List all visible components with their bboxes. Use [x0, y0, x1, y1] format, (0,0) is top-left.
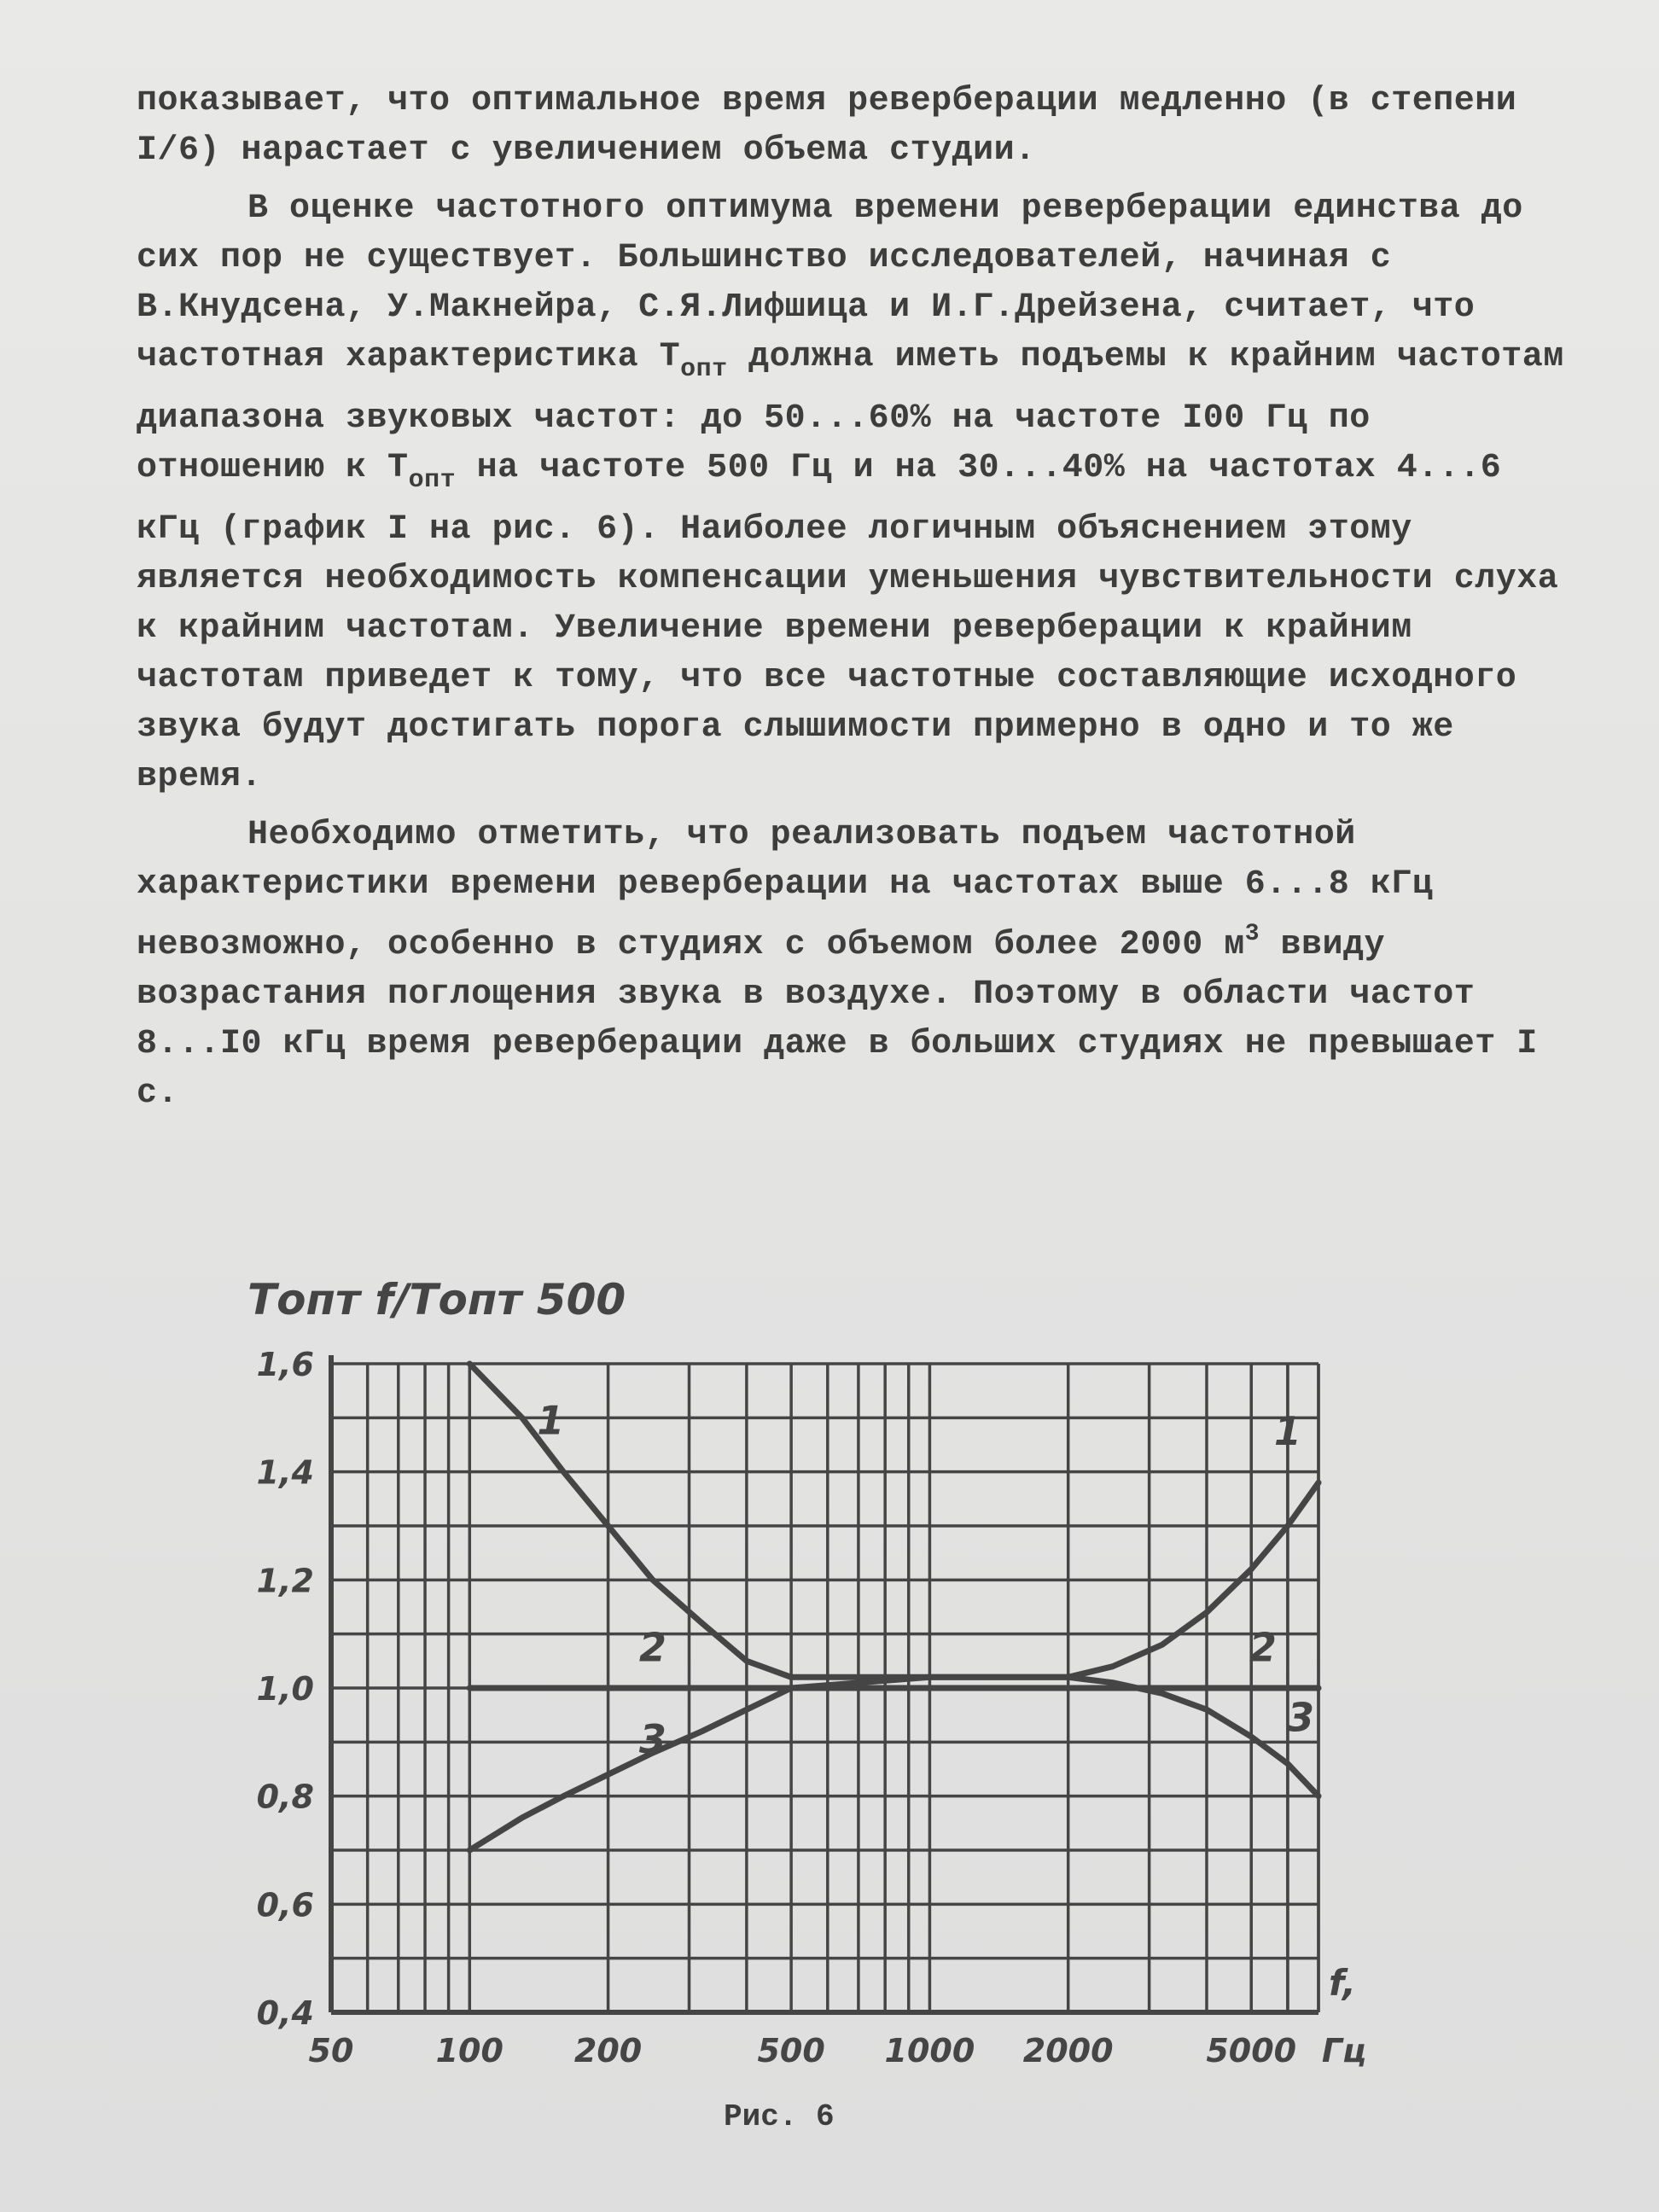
figure-caption: Рис. 6	[724, 2099, 835, 2134]
series-3-label: 3	[638, 1716, 667, 1762]
y-tick-label: 0,4	[256, 1994, 314, 2032]
x-tick-label: 1000	[884, 2032, 975, 2069]
paragraph-3-pre: Необходимо отметить, что реализовать подъем частотной характеристики времени реверберации на частотах выше 6...8 кГц невозможно, особенно в студиях с объемом более 2000 м	[137, 816, 1434, 964]
paragraph-2-post: на частоте 500 Гц и на 30...40% на частотах 4...6 кГц (график I на рис. 6). Наиболее логичным объяснением этому является необходимость компенсации уменьшения чувствительности слуха к крайним частотам. Увеличение времени реверберации к крайним частотам приведет к тому, что все частотные составляющие исходного звука будут достигать порога слышимости примерно в одно и то же время.	[137, 449, 1559, 796]
series-1-label: 1	[537, 1397, 565, 1444]
x-tick-label: 500	[757, 2032, 825, 2069]
x-unit-label: Гц	[1321, 2032, 1367, 2069]
series-1-label: 1	[1273, 1408, 1301, 1454]
y-axis-label: Tопт f/Tопт 500	[247, 1275, 626, 1324]
series-3-label: 3	[1287, 1694, 1315, 1741]
t-opt-subscript-2: опт	[408, 466, 457, 495]
paragraph-3-post: ввиду возрастания поглощения звука в воздухе. Поэтому в области частот 8...I0 кГц время реверберации даже в больших студиях не превышает I с.	[137, 926, 1538, 1113]
x-axis-label: f,	[1329, 1962, 1356, 2004]
series-3-line	[469, 1677, 1318, 1850]
y-tick-label: 0,6	[256, 1886, 314, 1924]
series-1-line	[469, 1364, 1318, 1677]
x-tick-label: 2000	[1022, 2032, 1114, 2069]
y-tick-label: 1,0	[256, 1670, 314, 1708]
x-tick-label: 100	[435, 2032, 504, 2069]
y-tick-label: 1,6	[256, 1346, 314, 1383]
cubic-superscript: 3	[1244, 921, 1260, 947]
series-2-label: 2	[638, 1624, 667, 1671]
x-tick-label: 5000	[1206, 2032, 1297, 2069]
paragraph-2-mid: должна иметь подъемы к крайним частотам диапазона звуковых частот: до 50...60% на частоте I00 Гц по отношению к Т	[137, 338, 1564, 487]
y-tick-label: 0,8	[256, 1778, 314, 1816]
t-opt-subscript: опт	[680, 355, 728, 384]
x-tick-label: 50	[308, 2032, 354, 2069]
paragraph-1-text: показывает, что оптимальное время реверберации медленно (в степени I/6) нарастает с увеличением объема студии.	[137, 82, 1517, 170]
x-tick-label: 200	[573, 2032, 643, 2069]
y-tick-label: 1,4	[256, 1453, 314, 1492]
paragraph-2-pre: В оценке частотного оптимума времени реверберации единства до сих пор не существует. Большинство исследователей, начиная с В.Кнудсена, У.Макнейра, С.Я.Лифшица и И.Г.Дрейзена, считает, что частотная характеристика Т	[137, 189, 1523, 376]
y-tick-label: 1,2	[256, 1562, 314, 1600]
series-2-label: 2	[1249, 1624, 1277, 1671]
